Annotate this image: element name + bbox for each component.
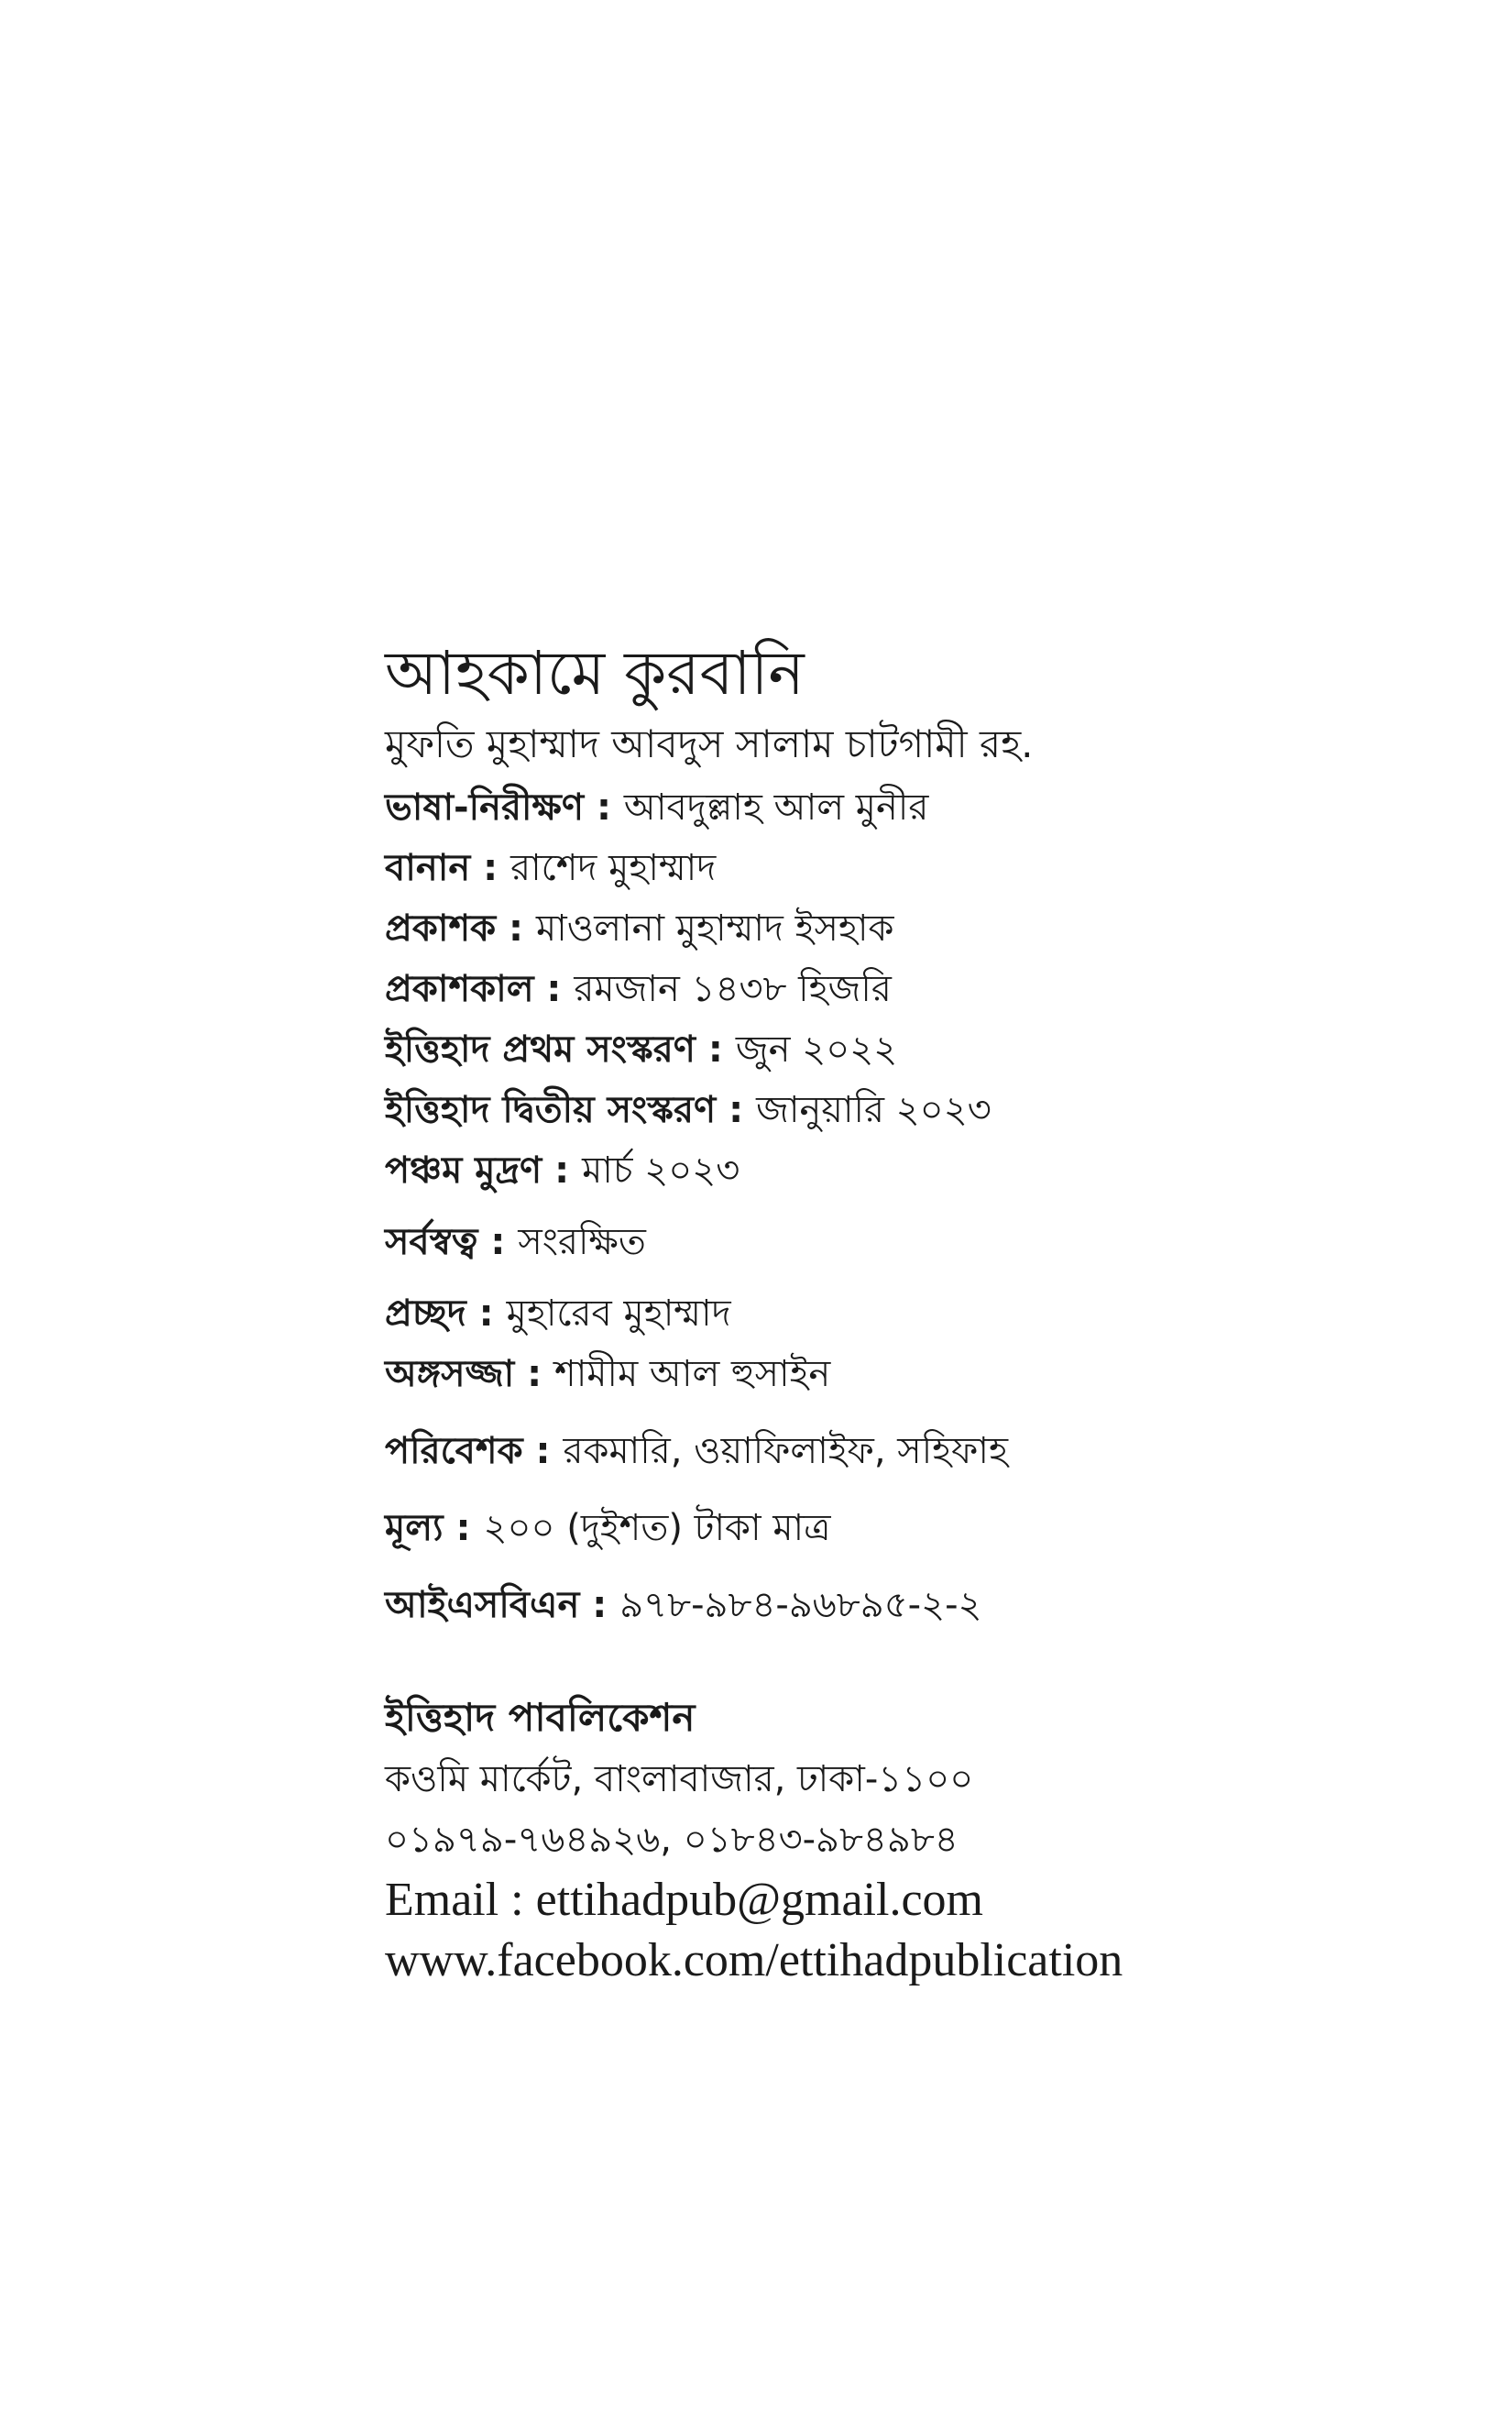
credit-separator: :	[533, 968, 575, 1010]
credit-separator: :	[477, 1221, 519, 1263]
credit-label: পঞ্চম মুদ্রণ	[385, 1150, 542, 1192]
credit-label: প্রকাশক	[385, 908, 497, 950]
credit-publication-date	[385, 959, 1485, 1019]
imprint-page	[385, 632, 1485, 1991]
credit-value: শামীম আল হুসাইন	[554, 1353, 831, 1395]
publisher-address: কওমি মার্কেট, বাংলাবাজার, ঢাকা-১১০০	[385, 1758, 974, 1800]
credit-fifth-printing	[385, 1140, 1485, 1201]
credit-separator: :	[496, 908, 536, 950]
credit-publisher	[385, 898, 1485, 959]
credit-distributor	[385, 1421, 1485, 1481]
publisher-block	[385, 1687, 1485, 1991]
credit-label: ভাষা-নিরীক্ষণ	[385, 786, 585, 829]
credit-value: সংরক্ষিত	[518, 1221, 646, 1263]
credits-list	[385, 777, 1485, 1635]
credit-separator: :	[584, 786, 624, 829]
credit-label: বানান	[385, 847, 471, 889]
credit-cover	[385, 1283, 1485, 1344]
credit-isbn	[385, 1575, 1485, 1635]
publisher-phones: ০১৯৭৯-৭৬৪৯২৬, ০১৮৪৩-৯৮৪৯৮৪	[385, 1819, 959, 1861]
publisher-email: Email : ettihadpub@gmail.com	[385, 1874, 983, 1926]
credit-language-review	[385, 777, 1485, 838]
credit-separator: :	[695, 1028, 736, 1071]
credit-label: সর্বস্বত্ব	[385, 1221, 478, 1263]
credit-spelling	[385, 838, 1485, 898]
publisher-website: www.facebook.com/ettihadpublication	[385, 1934, 1123, 1986]
publisher-name: ইত্তিহাদ পাবলিকেশন	[385, 1695, 696, 1740]
credit-separator: :	[466, 1292, 507, 1335]
credit-label: আইএসবিএন	[385, 1584, 580, 1626]
book-title: আহকামে কুরবানি	[385, 638, 805, 709]
credit-label: প্রকাশকাল	[385, 968, 534, 1010]
credit-label: প্রচ্ছদ	[385, 1292, 466, 1335]
credit-separator: :	[716, 1089, 757, 1131]
credit-label: ইত্তিহাদ দ্বিতীয় সংস্করণ	[385, 1089, 717, 1131]
credit-layout	[385, 1344, 1485, 1404]
credit-separator: :	[514, 1353, 555, 1395]
credit-value: জানুয়ারি ২০২৩	[756, 1089, 992, 1131]
credit-label: মূল্য	[385, 1507, 444, 1549]
credit-separator: :	[522, 1430, 564, 1472]
credit-first-edition	[385, 1019, 1485, 1080]
credit-value: মার্চ ২০২৩	[582, 1150, 740, 1192]
credit-price	[385, 1498, 1485, 1558]
credit-value: রাশেদ মুহাম্মাদ	[510, 847, 717, 889]
credit-value: ২০০ (দুইশত) টাকা মাত্র	[483, 1507, 831, 1549]
credit-separator: :	[443, 1507, 484, 1549]
credit-value: মুহারেব মুহাম্মাদ	[506, 1292, 731, 1335]
credit-label: পরিবেশক	[385, 1430, 523, 1472]
credit-value: ৯৭৮-৯৮৪-৯৬৮৯৫-২-২	[619, 1584, 982, 1626]
credit-label: ইত্তিহাদ প্রথম সংস্করণ	[385, 1028, 696, 1071]
credit-value: জুন ২০২২	[735, 1028, 898, 1071]
credit-copyright	[385, 1212, 1485, 1272]
credit-label: অঙ্গসজ্জা	[385, 1353, 515, 1395]
credit-separator: :	[542, 1150, 583, 1192]
credit-separator: :	[470, 847, 511, 889]
credit-value: আবদুল্লাহ আল মুনীর	[623, 786, 929, 829]
credit-separator: :	[579, 1584, 620, 1626]
credit-value: মাওলানা মুহাম্মাদ ইসহাক	[535, 908, 894, 950]
credit-value: রমজান ১৪৩৮ হিজরি	[574, 968, 892, 1010]
credit-value: রকমারি, ওয়াফিলাইফ, সহিফাহ	[563, 1430, 1009, 1472]
credit-second-edition	[385, 1080, 1485, 1140]
book-author: মুফতি মুহাম্মাদ আবদুস সালাম চাটগামী রহ.	[385, 721, 1034, 766]
